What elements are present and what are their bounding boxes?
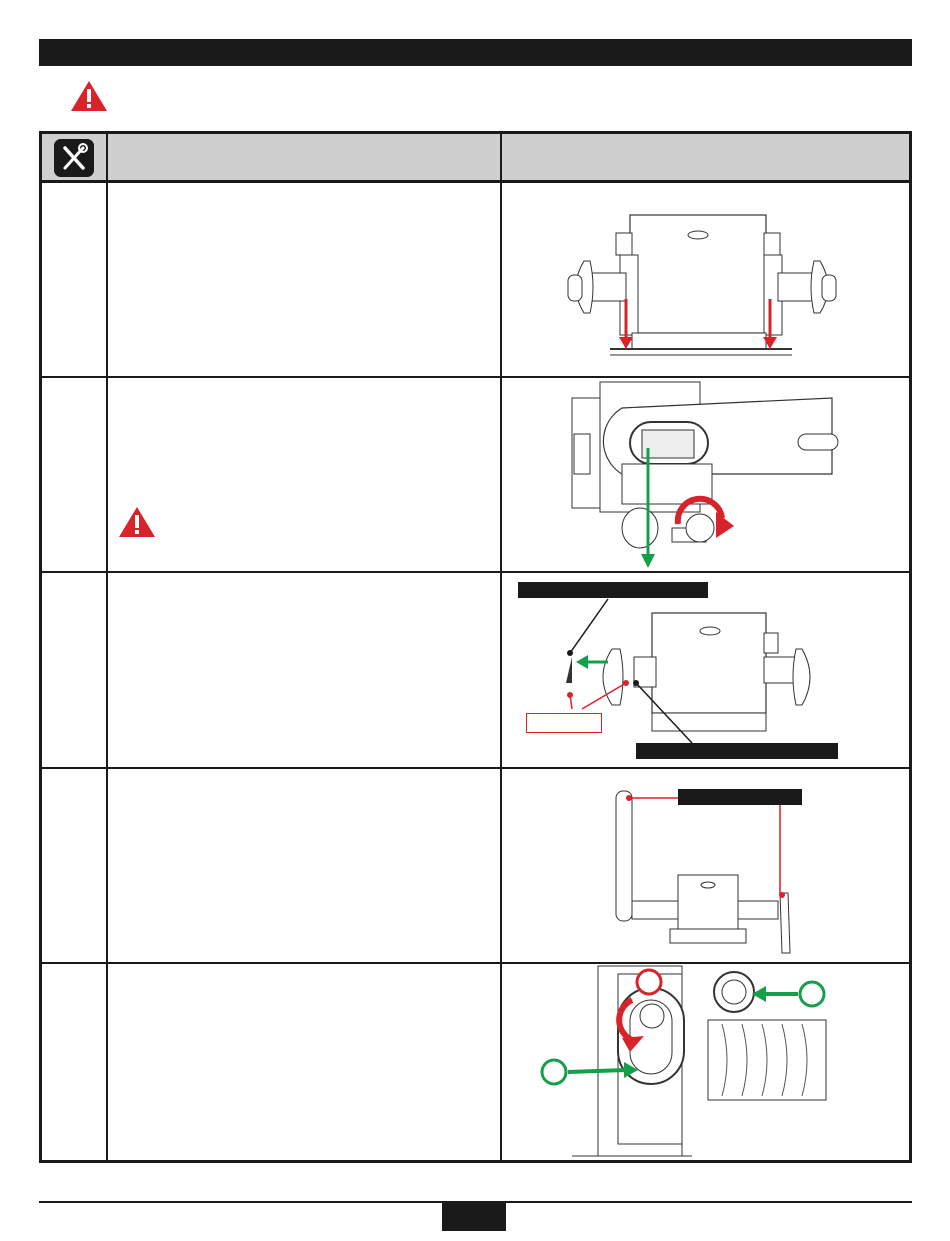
callout-label <box>526 713 602 733</box>
illustration-step-1 <box>502 183 909 376</box>
tools-icon <box>54 139 94 177</box>
page-number <box>442 1203 506 1231</box>
illustration-step-3 <box>502 573 909 767</box>
callout-label <box>518 582 708 598</box>
column-divider-1 <box>106 134 108 1160</box>
illustration-step-5 <box>502 964 909 1160</box>
callout-label <box>678 789 802 805</box>
table-header <box>42 134 909 183</box>
callout-label <box>636 743 838 759</box>
illustration-step-2 <box>502 378 909 571</box>
warning-triangle-icon <box>118 506 156 538</box>
section-title <box>39 44 49 60</box>
section-title-bar <box>39 39 912 66</box>
warning-triangle-icon <box>70 80 108 112</box>
